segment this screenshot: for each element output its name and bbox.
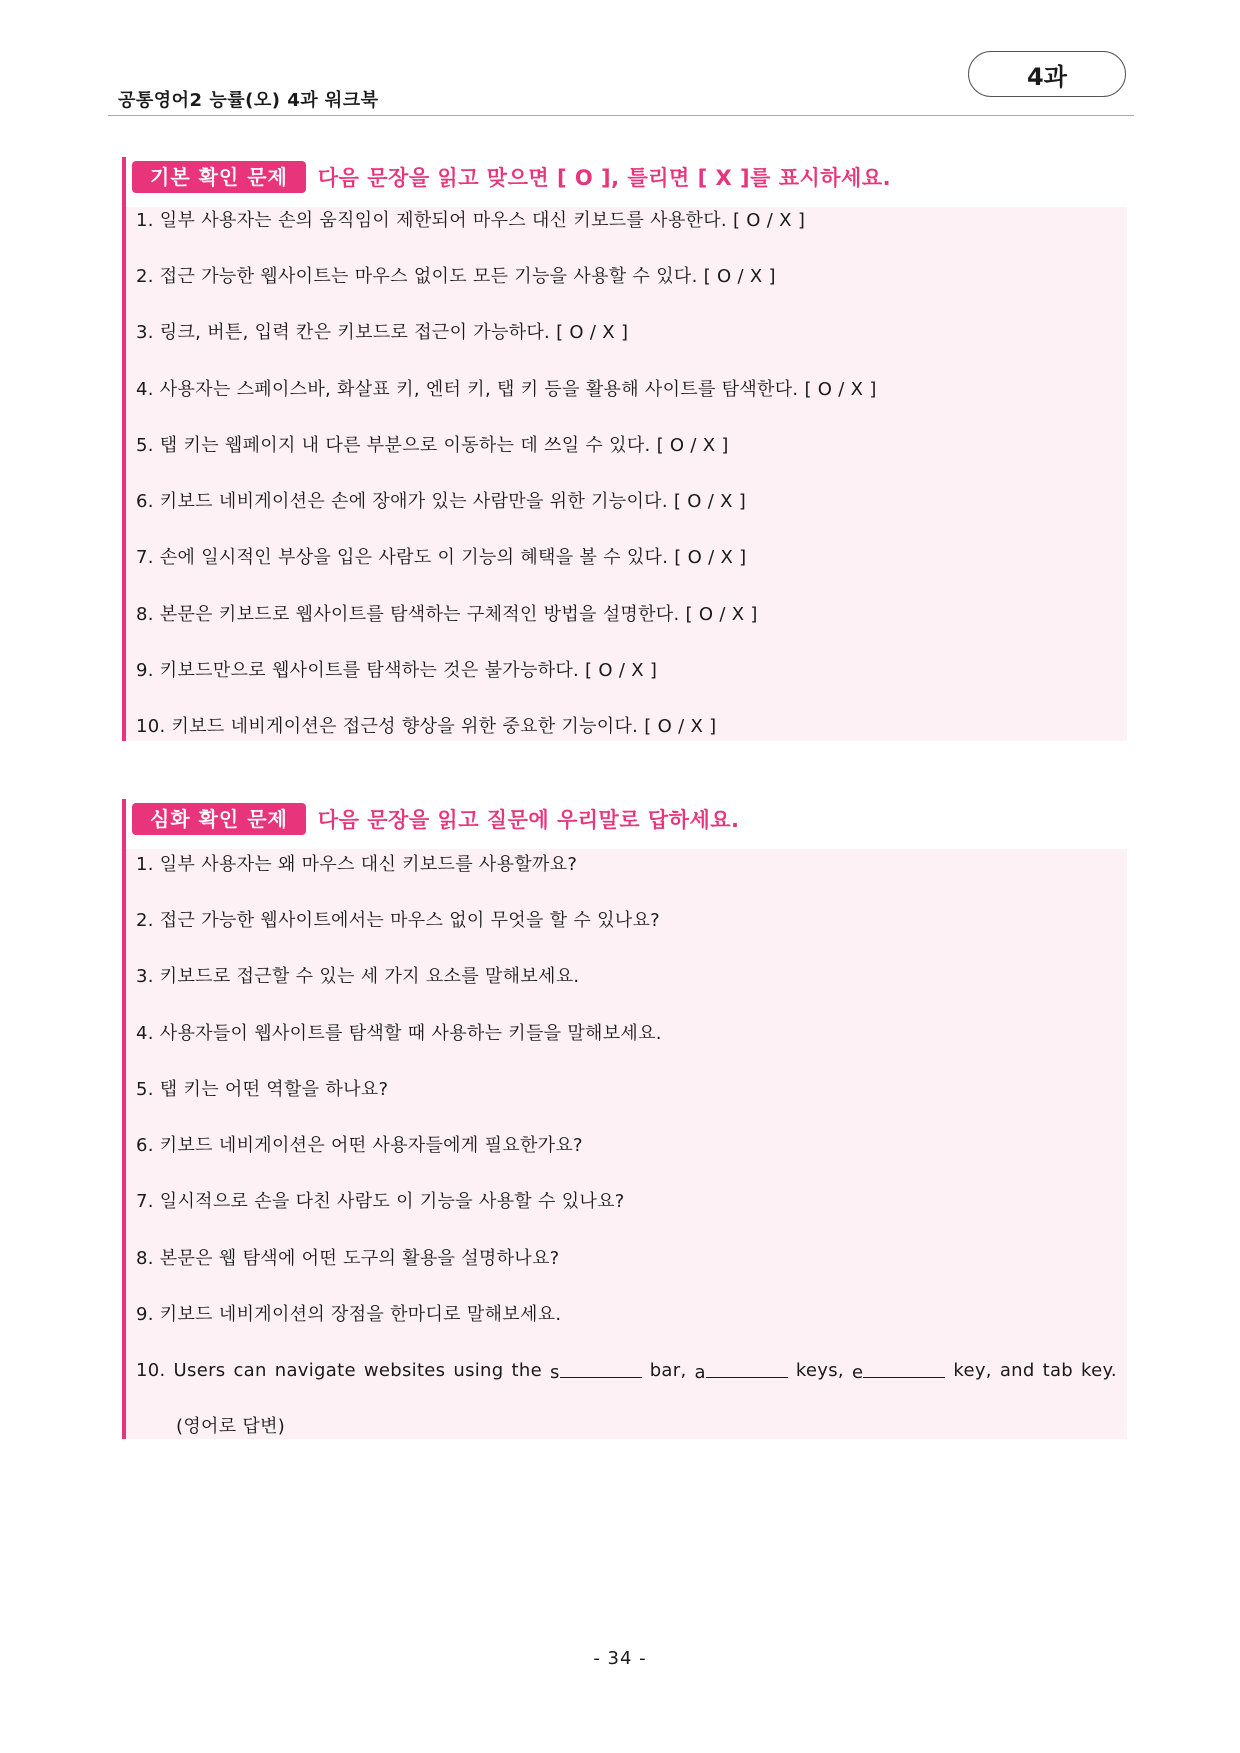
page-number: - 34 - xyxy=(593,1648,647,1669)
section-header xyxy=(122,799,740,839)
list-item: 4. 사용자는 스페이스바, 화살표 키, 엔터 키, 탭 키 등을 활용해 사이트를 탐색한다. [ O / X ] xyxy=(136,379,877,400)
list-item: 8. 본문은 웹 탐색에 어떤 도구의 활용을 설명하나요? xyxy=(136,1248,560,1269)
word: and xyxy=(999,1360,1035,1381)
word: Users xyxy=(173,1360,226,1381)
blank-a[interactable] xyxy=(694,1359,787,1385)
list-item: 9. 키보드 네비게이션의 장점을 한마디로 말해보세요. xyxy=(136,1304,562,1325)
word: using xyxy=(453,1360,504,1381)
word: key. xyxy=(1081,1360,1117,1381)
list-item: 6. 키보드 네비게이션은 어떤 사용자들에게 필요한가요? xyxy=(136,1135,583,1156)
section-instruction: 다음 문장을 읽고 질문에 우리말로 답하세요. xyxy=(317,808,740,832)
section-header xyxy=(122,157,891,197)
word: bar, xyxy=(649,1360,687,1381)
list-item: 7. 일시적으로 손을 다친 사람도 이 기능을 사용할 수 있나요? xyxy=(136,1191,625,1212)
blank-line xyxy=(706,1359,788,1378)
list-item-fill-in xyxy=(136,1359,1117,1385)
blank-e[interactable] xyxy=(852,1359,945,1385)
list-item: 3. 키보드로 접근할 수 있는 세 가지 요소를 말해보세요. xyxy=(136,966,580,987)
list-item: 3. 링크, 버튼, 입력 칸은 키보드로 접근이 가능하다. [ O / X ] xyxy=(136,322,629,343)
blank-prefix: a xyxy=(694,1362,706,1383)
word: key, xyxy=(953,1360,992,1381)
blank-s[interactable] xyxy=(550,1359,642,1385)
blank-prefix: e xyxy=(851,1362,864,1383)
basic-check-section xyxy=(122,157,1127,741)
section-tag: 기본 확인 문제 xyxy=(132,161,306,193)
list-item: 1. 일부 사용자는 왜 마우스 대신 키보드를 사용할까요? xyxy=(136,854,578,875)
header-title: 공통영어2 능률(오) 4과 워크북 xyxy=(118,90,379,111)
blank-line xyxy=(863,1359,945,1378)
blank-prefix: s xyxy=(549,1362,560,1383)
list-item: 5. 탭 키는 웹페이지 내 다른 부분으로 이동하는 데 쓰일 수 있다. [ O / X ] xyxy=(136,435,729,456)
blank-line xyxy=(560,1359,642,1378)
list-item: 6. 키보드 네비게이션은 손에 장애가 있는 사람만을 위한 기능이다. [ O / X ] xyxy=(136,491,747,512)
word: 10. xyxy=(136,1360,166,1381)
list-item: 4. 사용자들이 웹사이트를 탐색할 때 사용하는 키들을 말해보세요. xyxy=(136,1023,662,1044)
section-instruction: 다음 문장을 읽고 맞으면 [ O ], 틀리면 [ X ]를 표시하세요. xyxy=(317,166,892,190)
word: can xyxy=(233,1360,267,1381)
section-tag: 심화 확인 문제 xyxy=(132,803,306,835)
answer-note: (영어로 답변) xyxy=(176,1416,286,1437)
word: keys, xyxy=(795,1360,844,1381)
list-item: 1. 일부 사용자는 손의 움직임이 제한되어 마우스 대신 키보드를 사용한다. [ O / X ] xyxy=(136,210,806,231)
word: websites xyxy=(363,1360,446,1381)
list-item: 2. 접근 가능한 웹사이트에서는 마우스 없이 무엇을 할 수 있나요? xyxy=(136,910,661,931)
advanced-check-section xyxy=(122,799,1127,1439)
word: navigate xyxy=(274,1360,356,1381)
list-item: 9. 키보드만으로 웹사이트를 탐색하는 것은 불가능하다. [ O / X ] xyxy=(136,660,658,681)
list-item: 2. 접근 가능한 웹사이트는 마우스 없이도 모든 기능을 사용할 수 있다. [ O / X ] xyxy=(136,266,776,287)
list-item: 5. 탭 키는 어떤 역할을 하나요? xyxy=(136,1079,389,1100)
lesson-badge: 4과 xyxy=(968,51,1126,97)
word: tab xyxy=(1042,1360,1074,1381)
list-item: 7. 손에 일시적인 부상을 입은 사람도 이 기능의 혜택을 볼 수 있다. [ O / X ] xyxy=(136,547,747,568)
list-item: 10. 키보드 네비게이션은 접근성 향상을 위한 중요한 기능이다. [ O / X ] xyxy=(136,716,717,737)
header-rule xyxy=(108,115,1134,116)
word: the xyxy=(511,1360,542,1381)
list-item: 8. 본문은 키보드로 웹사이트를 탐색하는 구체적인 방법을 설명한다. [ O / X ] xyxy=(136,604,758,625)
